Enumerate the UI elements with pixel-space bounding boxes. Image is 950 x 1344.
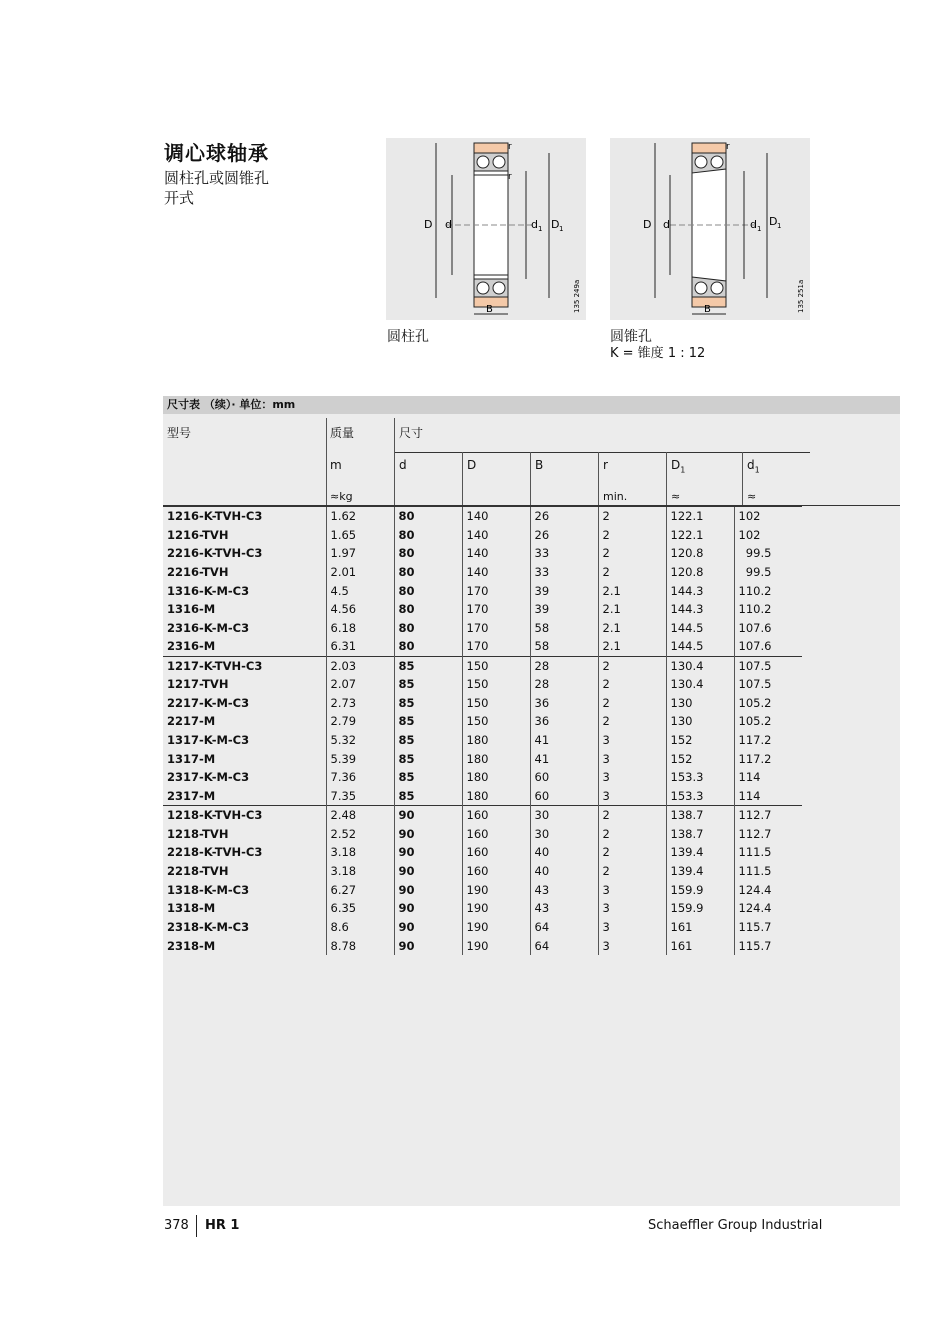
label-D1-sub: 1 [559,225,564,233]
table-cell: 4.5 [326,581,394,600]
table-cell: 2 [598,824,666,843]
table-cell: 107.5 [734,656,802,675]
table-cell: 85 [394,749,462,768]
table-cell: 60 [530,768,598,787]
table-cell: 105.2 [734,693,802,712]
table-cell: 5.39 [326,749,394,768]
header-dimensions: 尺寸 [399,426,424,440]
table-cell: 36 [530,693,598,712]
table-cell: 3 [598,936,666,955]
table-cell: 3 [598,787,666,806]
table-cell: 2.03 [326,656,394,675]
table-cell: 2316-M [167,639,216,654]
drawing-code: 135 249a [573,279,581,313]
table-cell: 150 [462,656,530,675]
col-sep [742,452,743,506]
table-cell: 3 [598,768,666,787]
table-cell: 1317-M [167,751,216,766]
col-sep [394,418,395,506]
table-cell: 64 [530,918,598,937]
table-cell: 2 [598,563,666,582]
header-divider [394,452,810,453]
col-sep [530,452,531,506]
table-row [163,637,802,656]
table-cell: 80 [394,563,462,582]
table-cell: 26 [530,525,598,544]
table-cell: 90 [394,918,462,937]
table-cell: 140 [462,525,530,544]
table-cell: 2 [598,712,666,731]
table-cell: 2 [598,675,666,694]
table-cell: 2.73 [326,693,394,712]
table-cell: 2.1 [598,581,666,600]
table-cell: 5.32 [326,731,394,750]
table-cell: 1.97 [326,544,394,563]
table-cell: 3.18 [326,843,394,862]
table-cell: 105.2 [734,712,802,731]
table-cell: 160 [462,806,530,825]
table-cell: 6.35 [326,899,394,918]
table-cell: 140 [462,544,530,563]
header-type: 型号 [167,426,192,440]
table-cell: 40 [530,862,598,881]
table-cell: 138.7 [666,806,734,825]
table-cell: 3.18 [326,862,394,881]
table-cell: 159.9 [666,880,734,899]
table-cell: 2 [598,507,666,526]
table-cell: 2.52 [326,824,394,843]
label-D: D [643,218,652,231]
table-cell: 144.3 [666,581,734,600]
table-cell: 90 [394,843,462,862]
table-cell: 3 [598,731,666,750]
table-cell: 112.7 [734,806,802,825]
sym-B: B [535,458,544,472]
table-row [163,918,802,937]
table-cell: 170 [462,581,530,600]
page-title: 调心球轴承 [164,141,269,165]
table-cell: 1217-TVH [167,677,229,692]
table-cell: 85 [394,787,462,806]
table-cell: 160 [462,824,530,843]
table-cell: 159.9 [666,899,734,918]
table-cell: 64 [530,936,598,955]
table-cell: 1218-TVH [167,826,229,841]
table-row [163,619,802,638]
table-row [163,600,802,619]
table-cell: 2316-K-M-C3 [167,620,250,635]
label-D1-sub: 1 [777,222,782,230]
table-cell: 85 [394,693,462,712]
table-cell: 161 [666,918,734,937]
table-cell: 2 [598,806,666,825]
table-cell: 130.4 [666,675,734,694]
caption-cylindrical: 圆柱孔 [387,329,429,345]
unit-kg: ≈kg [330,490,353,503]
table-cell: 6.27 [326,880,394,899]
table-cell: 180 [462,787,530,806]
label-d1-sub: 1 [757,225,762,233]
table-row [163,544,802,563]
table-row [163,525,802,544]
table-row [163,712,802,731]
table-cell: 85 [394,731,462,750]
table-cell: 144.5 [666,637,734,656]
table-cell: 153.3 [666,768,734,787]
table-cell: 140 [462,563,530,582]
table-cell: 112.7 [734,824,802,843]
company-name: Schaeffler Group Industrial [648,1218,823,1233]
table-cell: 2.01 [326,563,394,582]
table-cell: 2 [598,862,666,881]
table-cell: 120.8 [666,563,734,582]
table-cell: 1318-M [167,901,216,916]
table-cell: 6.31 [326,637,394,656]
table-row [163,899,802,918]
table-cell: 153.3 [666,787,734,806]
table-cell: 80 [394,600,462,619]
table-cell: 28 [530,675,598,694]
table-cell: 85 [394,712,462,731]
table-row [163,507,802,526]
table-cell: 41 [530,731,598,750]
table-cell: 1216-TVH [167,527,229,542]
label-d1: d [531,218,538,231]
table-cell: 161 [666,936,734,955]
table-cell: 39 [530,600,598,619]
caption-tapered: 圆锥孔 [610,329,652,345]
table-row [163,563,802,582]
label-D1: D [769,215,778,228]
table-cell: 8.6 [326,918,394,937]
table-row [163,768,802,787]
table-cell: 124.4 [734,899,802,918]
table-cell: 80 [394,581,462,600]
table-cell: 2.1 [598,600,666,619]
table-cell: 7.35 [326,787,394,806]
table-row [163,824,802,843]
label-d1-sub: 1 [538,225,543,233]
table-cell: 80 [394,619,462,638]
table-row [163,675,802,694]
table-cell: 39 [530,581,598,600]
table-row [163,731,802,750]
caption-taper-ratio: K = 锥度 1 : 12 [610,346,706,361]
table-cell: 160 [462,862,530,881]
label-B: B [486,304,493,315]
table-heading: 尺寸表 （续）· 单位：mm [163,396,900,414]
table-cell: 28 [530,656,598,675]
table-cell: 190 [462,918,530,937]
table-cell: 85 [394,675,462,694]
table-cell: 90 [394,806,462,825]
unit-approx-d1: ≈ [747,490,757,503]
table-row [163,862,802,881]
sym-d: d [399,458,407,472]
bearing-cylindrical-drawing [386,138,586,320]
footer-divider [196,1215,197,1237]
table-cell: 110.2 [734,600,802,619]
table-cell: 122.1 [666,525,734,544]
table-cell: 3 [598,918,666,937]
table-row [163,787,802,806]
table-cell: 2216-K-TVH-C3 [167,546,263,561]
table-cell: 140 [462,507,530,526]
sym-D: D [467,458,477,472]
table-cell: 1218-K-TVH-C3 [163,806,326,825]
table-cell: 1217-K-TVH-C3 [163,656,326,675]
table-cell: 190 [462,899,530,918]
table-row [163,806,802,825]
table-cell: 1318-K-M-C3 [167,882,250,897]
table-cell: 102 [734,507,802,526]
col-sep [462,452,463,506]
table-cell: 2.48 [326,806,394,825]
table-cell: 80 [394,507,462,526]
table-cell: 111.5 [734,862,802,881]
table-cell: 90 [394,862,462,881]
table-cell: 170 [462,619,530,638]
bearing-tapered-drawing [610,138,810,320]
sym-D1: $D_1$ [671,458,686,475]
table-cell: 3 [598,749,666,768]
label-B: B [704,304,711,315]
table-cell: 170 [462,637,530,656]
table-cell: 8.78 [326,936,394,955]
table-cell: 190 [462,936,530,955]
table-cell: 80 [394,637,462,656]
table-cell: 2217-M [167,714,216,729]
table-cell: 180 [462,731,530,750]
table-cell: 2216-TVH [167,564,229,579]
table-row [163,581,802,600]
table-cell: 36 [530,712,598,731]
table-cell: 7.36 [326,768,394,787]
table-cell: 85 [394,768,462,787]
dimension-table [163,506,802,955]
table-cell: 90 [394,899,462,918]
table-cell: 2 [598,525,666,544]
label-r-top: r [726,142,730,152]
table-cell: 33 [530,563,598,582]
table-cell: 2 [598,693,666,712]
table-cell: 144.3 [666,600,734,619]
col-sep [326,418,327,506]
table-cell: 117.2 [734,749,802,768]
sym-m: m [330,458,342,472]
label-r-top: r [508,142,512,152]
col-sep [598,452,599,506]
table-cell: 144.5 [666,619,734,638]
table-cell: 99.5 [734,563,802,582]
table-cell: 102 [734,525,802,544]
table-cell: 1.65 [326,525,394,544]
table-cell: 4.56 [326,600,394,619]
table-cell: 60 [530,787,598,806]
unit-approx-D1: ≈ [671,490,681,503]
table-cell: 90 [394,936,462,955]
table-cell: 2 [598,544,666,563]
table-cell: 2217-K-M-C3 [167,695,250,710]
sym-d1: $d_1$ [747,458,760,475]
table-cell: 1316-K-M-C3 [167,583,250,598]
table-cell: 30 [530,824,598,843]
table-cell: 114 [734,787,802,806]
label-d: d [445,218,452,231]
table-cell: 107.6 [734,637,802,656]
table-cell: 41 [530,749,598,768]
table-cell: 190 [462,880,530,899]
table-cell: 2318-K-M-C3 [167,919,250,934]
table-cell: 150 [462,693,530,712]
table-cell: 1216-K-TVH-C3 [163,507,326,526]
table-cell: 152 [666,749,734,768]
page-subtitle-open: 开式 [164,189,195,207]
table-cell: 150 [462,712,530,731]
table-cell: 152 [666,731,734,750]
table-cell: 2.1 [598,637,666,656]
table-cell: 2317-M [167,788,216,803]
figure-tapered-bore [610,138,810,320]
table-cell: 2317-K-M-C3 [167,770,250,785]
label-D1: D [551,218,560,231]
table-cell: 124.4 [734,880,802,899]
table-cell: 111.5 [734,843,802,862]
table-cell: 80 [394,544,462,563]
table-cell: 2.79 [326,712,394,731]
label-r-inner: r [508,172,512,182]
table-cell: 117.2 [734,731,802,750]
table-cell: 99.5 [734,544,802,563]
table-cell: 85 [394,656,462,675]
page-subtitle: 圆柱孔或圆锥孔 [164,169,270,187]
table-cell: 114 [734,768,802,787]
table-cell: 3 [598,880,666,899]
table-cell: 120.8 [666,544,734,563]
table-cell: 170 [462,600,530,619]
label-D: D [424,218,433,231]
table-cell: 2.1 [598,619,666,638]
table-cell: 58 [530,619,598,638]
table-cell: 33 [530,544,598,563]
label-d: d [663,218,670,231]
table-cell: 26 [530,507,598,526]
table-row [163,693,802,712]
table-cell: 107.5 [734,675,802,694]
table-cell: 115.7 [734,936,802,955]
table-cell: 2.07 [326,675,394,694]
table-cell: 1316-M [167,602,216,617]
table-cell: 1317-K-M-C3 [167,733,250,748]
table-row [163,880,802,899]
table-cell: 90 [394,824,462,843]
label-d1: d [750,218,757,231]
drawing-code: 135 251a [797,279,805,313]
sym-r: r [603,458,608,472]
book-label: HR 1 [205,1218,240,1233]
table-cell: 139.4 [666,862,734,881]
table-cell: 80 [394,525,462,544]
table-cell: 110.2 [734,581,802,600]
table-cell: 2 [598,843,666,862]
unit-min: min. [603,490,628,503]
table-cell: 130.4 [666,656,734,675]
table-cell: 130 [666,712,734,731]
table-cell: 2218-TVH [167,863,229,878]
table-cell: 139.4 [666,843,734,862]
table-cell: 3 [598,899,666,918]
table-cell: 2 [598,656,666,675]
table-cell: 30 [530,806,598,825]
table-cell: 180 [462,749,530,768]
table-cell: 107.6 [734,619,802,638]
table-cell: 1.62 [326,507,394,526]
table-cell: 58 [530,637,598,656]
table-cell: 43 [530,899,598,918]
table-row [163,936,802,955]
header-mass: 质量 [330,426,355,440]
table-cell: 122.1 [666,507,734,526]
table-cell: 43 [530,880,598,899]
table-cell: 180 [462,768,530,787]
table-cell: 130 [666,693,734,712]
table-cell: 6.18 [326,619,394,638]
table-cell: 115.7 [734,918,802,937]
table-cell: 160 [462,843,530,862]
table-cell: 90 [394,880,462,899]
table-cell: 40 [530,843,598,862]
figure-cylindrical-bore [386,138,586,320]
table-cell: 150 [462,675,530,694]
col-sep [666,452,667,506]
table-row [163,749,802,768]
table-cell: 138.7 [666,824,734,843]
table-cell: 2318-M [167,938,216,953]
table-cell: 2218-K-TVH-C3 [167,845,263,860]
table-row [163,656,802,675]
table-row [163,843,802,862]
page-number: 378 [164,1218,189,1233]
